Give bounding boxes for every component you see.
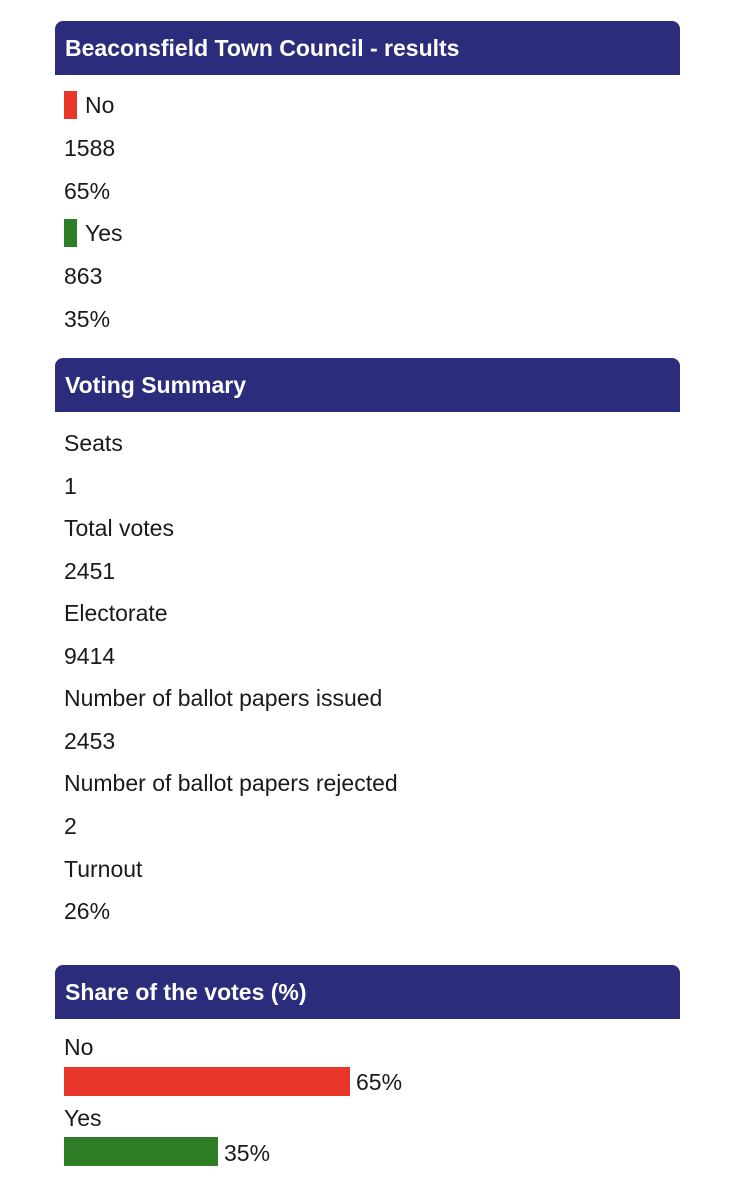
electorate-label: Electorate	[64, 600, 168, 626]
ballot-papers-rejected-value: 2	[64, 813, 77, 839]
bar-category-label-yes: Yes	[64, 1105, 102, 1131]
share-of-votes-header: Share of the votes (%)	[55, 965, 680, 1019]
bar-value-label-yes: 35%	[224, 1140, 271, 1166]
results-panel-header: Beaconsfield Town Council - results	[55, 21, 680, 75]
bar-no	[64, 1067, 350, 1096]
electorate-value: 9414	[64, 643, 116, 669]
bar-value-label-no: 65%	[356, 1069, 403, 1095]
total-votes-label: Total votes	[64, 515, 174, 541]
no-color-swatch	[64, 91, 77, 119]
no-option-label: No	[85, 92, 115, 118]
ballot-papers-issued-value: 2453	[64, 728, 116, 754]
no-percent-value: 65%	[64, 178, 111, 204]
ballot-papers-issued-label: Number of ballot papers issued	[64, 685, 383, 711]
turnout-label: Turnout	[64, 856, 143, 882]
bar-yes	[64, 1137, 218, 1166]
yes-votes-value: 863	[64, 263, 103, 289]
seats-label: Seats	[64, 430, 123, 456]
seats-value: 1	[64, 473, 77, 499]
yes-percent-value: 35%	[64, 306, 111, 332]
ballot-papers-rejected-label: Number of ballot papers rejected	[64, 770, 398, 796]
turnout-value: 26%	[64, 898, 111, 924]
total-votes-value: 2451	[64, 558, 116, 584]
yes-option-label: Yes	[85, 220, 123, 246]
yes-color-swatch	[64, 219, 77, 247]
no-votes-value: 1588	[64, 135, 116, 161]
bar-category-label-no: No	[64, 1034, 94, 1060]
voting-summary-header: Voting Summary	[55, 358, 680, 412]
